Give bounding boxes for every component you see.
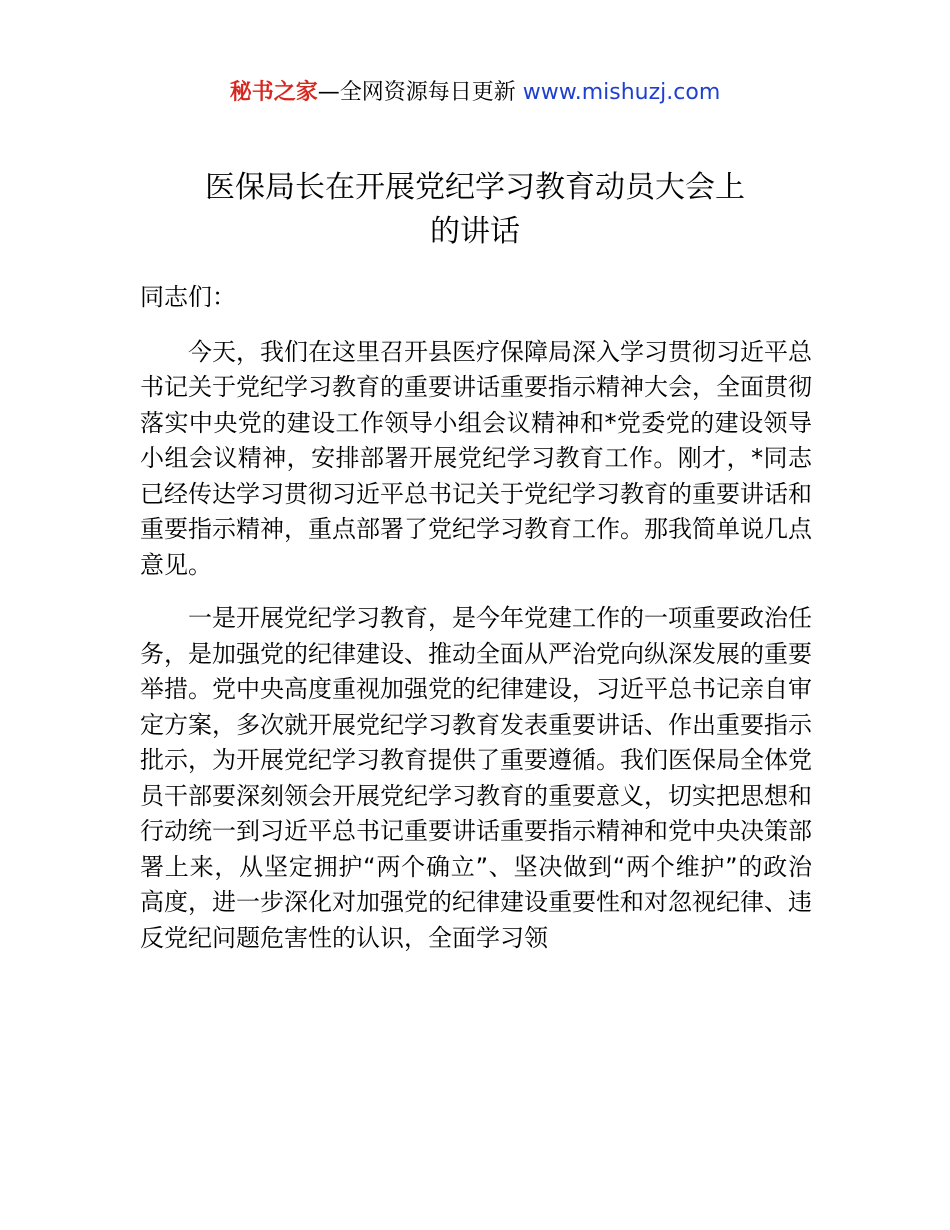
- document-body: [140, 280, 812, 974]
- site-brand: 秘书之家: [229, 80, 318, 105]
- document-title-line-1: 医保局长在开展党纪学习教育动员大会上: [205, 170, 745, 205]
- paragraph: 今天，我们在这里召开县医疗保障局深入学习贯彻习近平总书记关于党纪学习教育的重要讲话重要指示精神大会，全面贯彻落实中央党的建设工作领导小组会议精神和*党委党的建设领导小组会议精神，安排部署开展党纪学习教育工作。刚才，*同志已经传达学习贯彻习近平总书记关于党纪学习教育的重要讲话和重要指示精神，重点部署了党纪学习教育工作。那我简单说几点意见。: [140, 337, 812, 579]
- paragraph: 一是开展党纪学习教育，是今年党建工作的一项重要政治任务，是加强党的纪律建设、推动全面从严治党向纵深发展的重要举措。党中央高度重视加强党的纪律建设，习近平总书记亲自审定方案，多次就开展党纪学习教育发表重要讲话、作出重要指示批示，为开展党纪学习教育提供了重要遵循。我们医保局全体党员干部要深刻领会开展党纪学习教育的重要意义，切实把思想和行动统一到习近平总书记重要讲话重要指示精神和党中央决策部署上来，从坚定拥护“两个确立”、坚决做到“两个维护”的政治高度，进一步深化对加强党的纪律建设重要性和对忽视纪律、违反党纪问题危害性的认识，全面学习领: [140, 604, 812, 952]
- site-slogan: —全网资源每日更新: [317, 80, 523, 105]
- site-header: [0, 76, 950, 110]
- document-title: [0, 166, 950, 254]
- site-url-link[interactable]: www.mishuzj.com: [522, 80, 721, 105]
- document-title-line-2: 的讲话: [430, 214, 520, 249]
- greeting: 同志们：: [140, 283, 236, 311]
